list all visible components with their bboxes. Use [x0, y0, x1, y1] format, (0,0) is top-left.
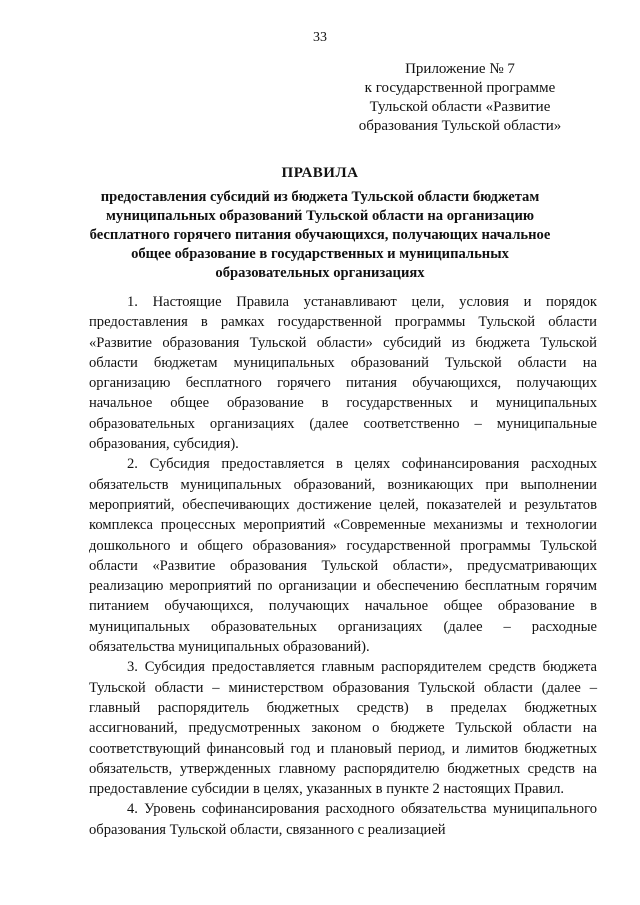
subtitle-line: муниципальных образований Тульской области на организацию — [105, 208, 535, 224]
paragraph-3: 3. Субсидия предоставляется главным распорядителем средств бюджета Тульской области – министерством образования Тульской области (далее – главный распорядитель бюджетных средств) в пределах бюджетных ассигнований, предусмотренных законом о бюджете Тульской области на соответствующий финансовый год и плановый период, и лимитов бюджетных обязательств, утвержденных главному распорядителю бюджетных средств на предоставление субсидии в целях, указанных в пункте 2 настоящих Правил. — [89, 659, 597, 798]
paragraph-2: 2. Субсидия предоставляется в целях софинансирования расходных обязательств муниципальных образований, возникающих при выполнении мероприятий, обеспечивающих достижение целей, показателей и результатов комплекса процессных мероприятий «Современные механизмы и технологии дошкольного и общего образования» государственной программы Тульской области «Развитие образования Тульской области», предусматривающих реализацию мероприятий по организации и обеспечению бесплатным горячим питанием обучающихся, получающих начальное общее образование в муниципальных образовательных организациях (далее – расходные обязательства муниципальных образований). — [89, 456, 597, 656]
appendix-line: к государственной программе — [364, 80, 556, 96]
document-subtitle — [85, 188, 555, 283]
document-body — [89, 292, 597, 839]
paragraph-1: 1. Настоящие Правила устанавливают цели, условия и порядок предоставления в рамках государственной программы Тульской области «Развитие образования Тульской области» субсидий из бюджета Тульской области бюджетам муниципальных образований Тульской области на организацию бесплатного горячего питания обучающихся, получающих начальное общее образование в государственных и муниципальных образовательных организациях (далее соответственно – муниципальные образования, субсидия). — [89, 294, 597, 453]
appendix-line: Приложение № 7 — [405, 61, 515, 77]
subtitle-line: образовательных организациях — [215, 265, 425, 281]
page-number: 33 — [313, 30, 327, 45]
appendix-line: образования Тульской области» — [358, 118, 562, 134]
subtitle-line: бесплатного горячего питания обучающихся, получающих начальное — [89, 227, 551, 243]
subtitle-line: предоставления субсидий из бюджета Тульской области бюджетам — [100, 189, 540, 205]
appendix-line: Тульской области «Развитие — [369, 99, 551, 115]
subtitle-line: общее образование в государственных и муниципальных — [131, 246, 509, 262]
paragraph-4: 4. Уровень софинансирования расходного обязательства муниципального образования Тульской области, связанного с реализацией — [89, 801, 597, 838]
appendix-note — [330, 60, 590, 136]
document-title: ПРАВИЛА — [281, 165, 359, 181]
